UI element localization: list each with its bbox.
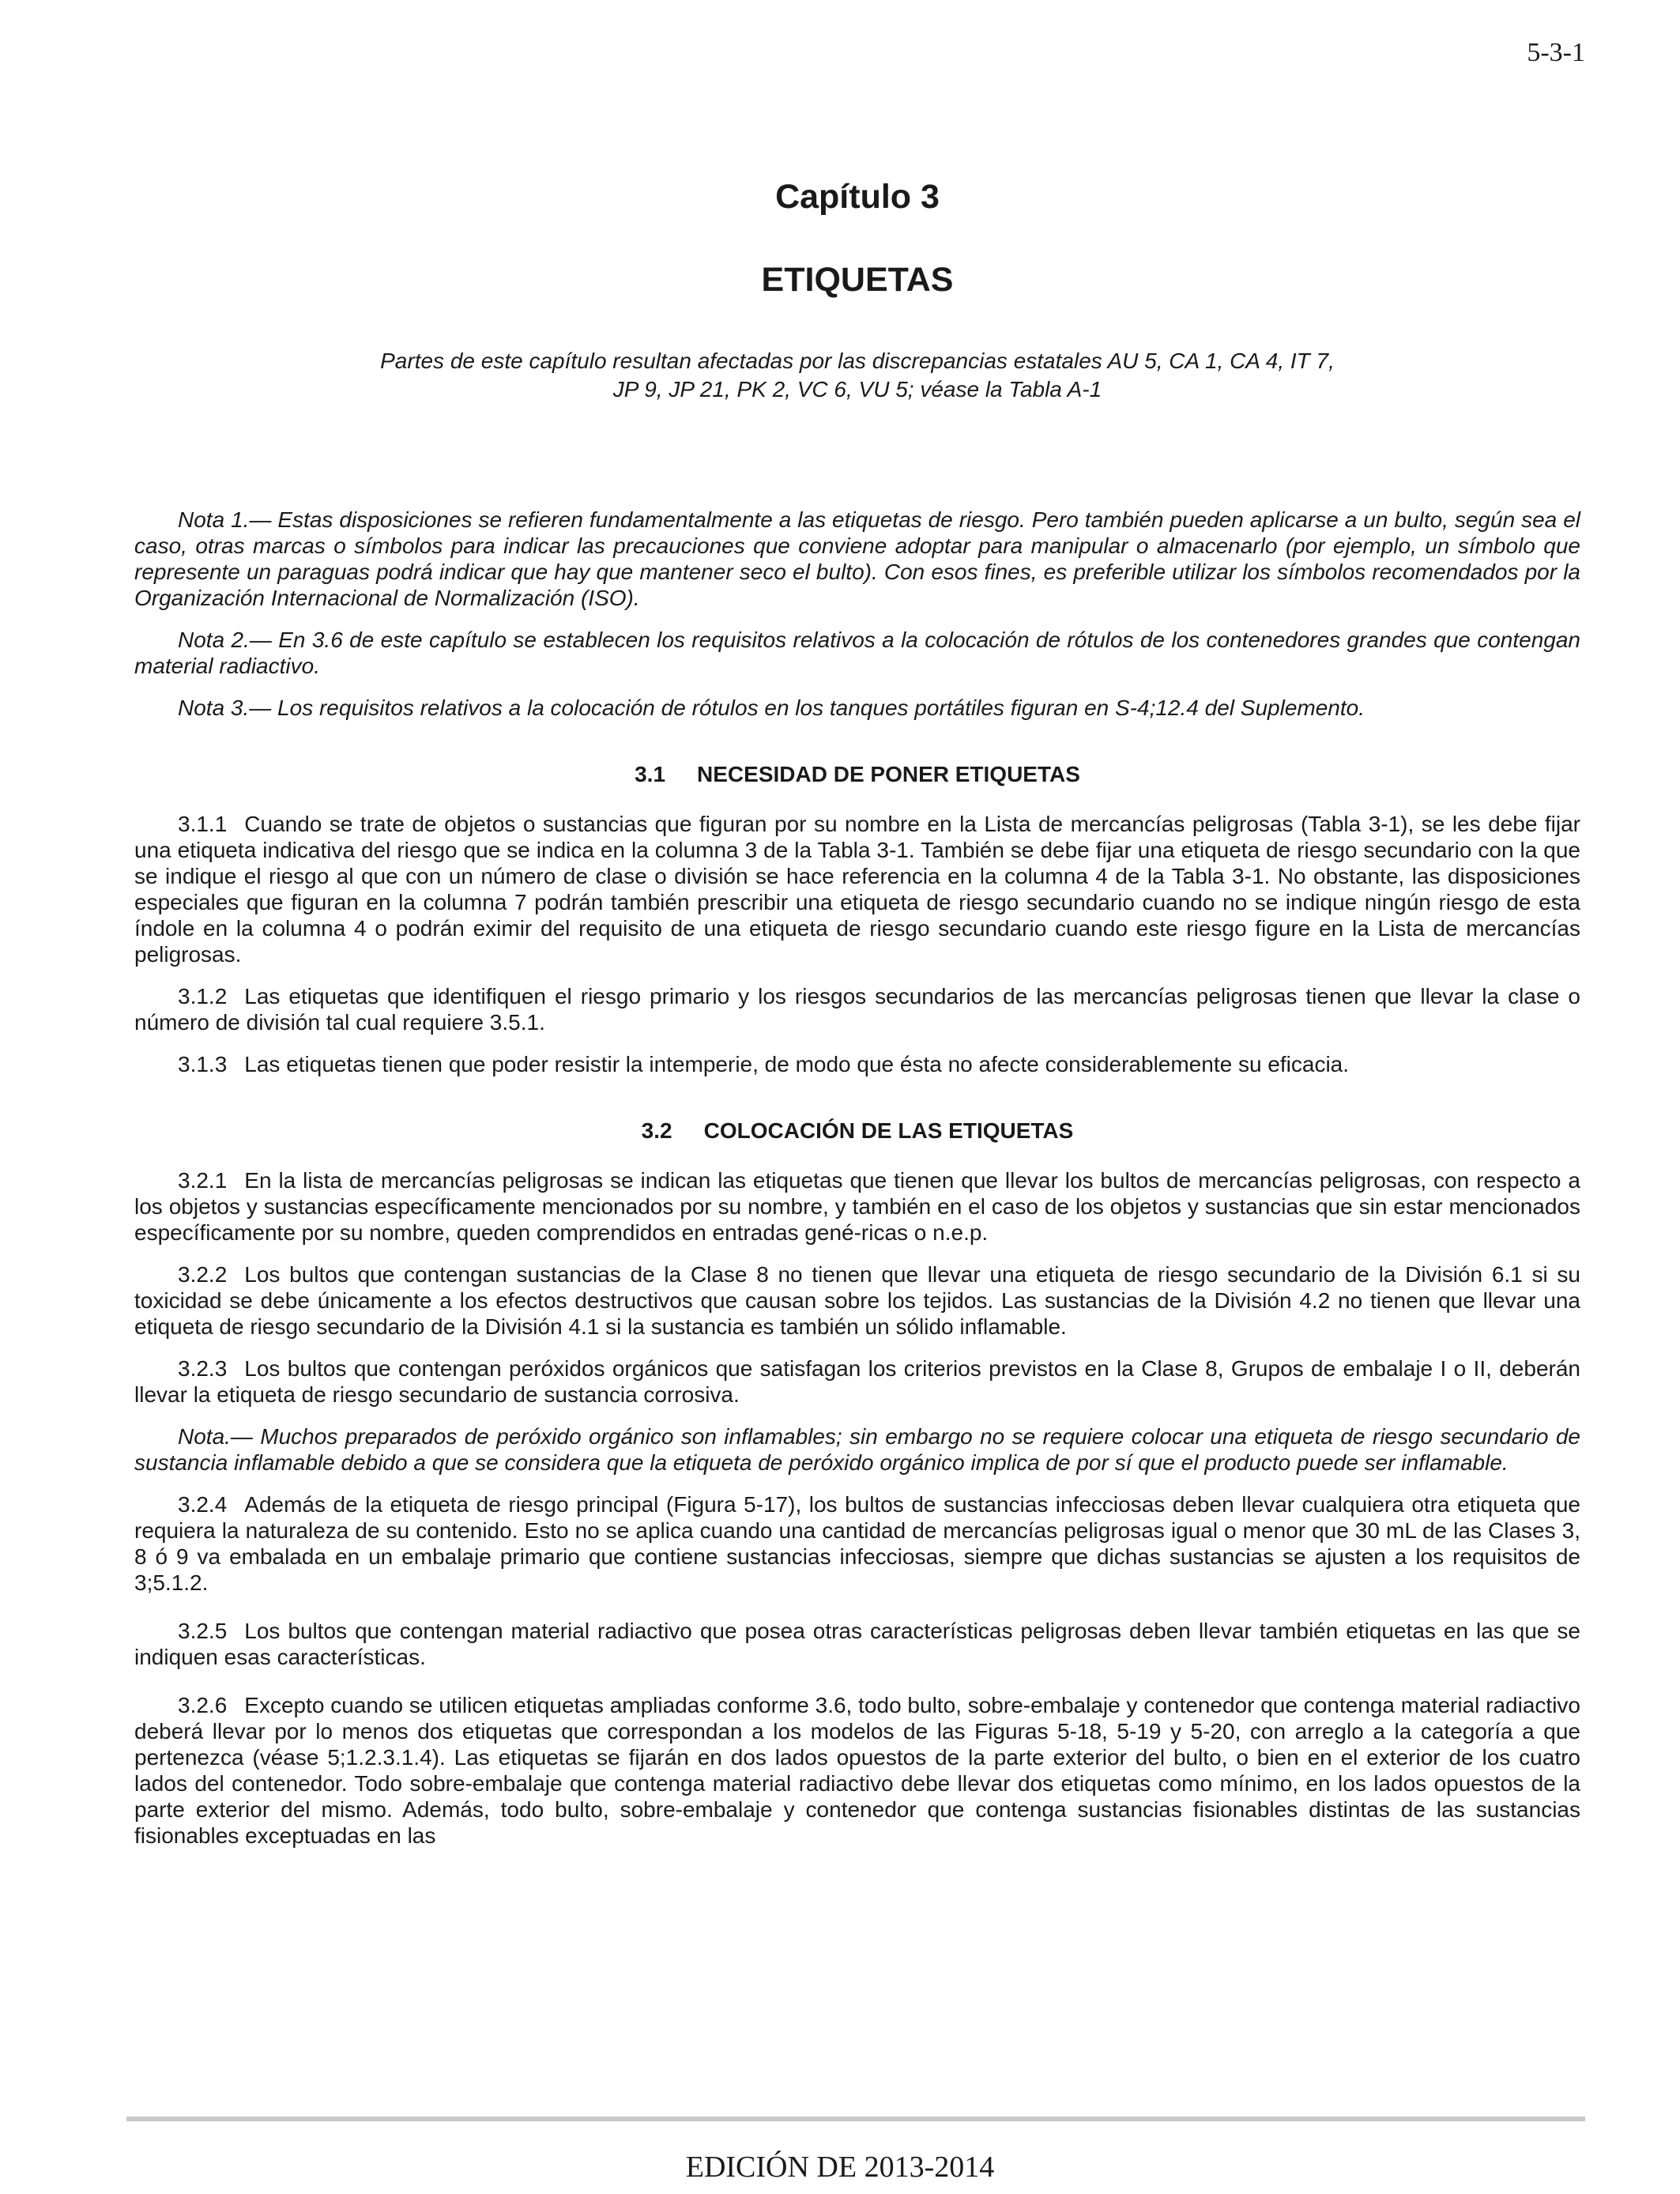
footer-rule: [126, 2117, 1585, 2121]
paragraph-text: Las etiquetas que identifiquen el riesgo primario y los riesgos secundarios de las mercancías peligrosas tienen que llevar la clase o número de división tal cual requiere 3.5.1.: [134, 984, 1580, 1035]
paragraph-3-2-3: [134, 1355, 1580, 1408]
paragraph-number: 3.2.5: [178, 1619, 228, 1643]
note-2: Nota 2.— En 3.6 de este capítulo se establecen los requisitos relativos a la colocación de rótulos de los contenedores grandes que contengan material radiactivo.: [134, 628, 1580, 678]
chapter-subtitle: ETIQUETAS: [761, 261, 954, 299]
paragraph-text: Excepto cuando se utilicen etiquetas ampliadas conforme 3.6, todo bulto, sobre-embalaje y contenedor que contenga material radiactivo deberá llevar por lo menos dos etiquetas que correspondan a los modelos de las Figuras 5-18, 5-19 y 5-20, con arreglo a la categoría a que pertenezca (véase 5;1.2.3.1.4). Las etiquetas se fijarán en dos lados opuestos de la parte exterior del bulto, o bien en el exterior de los cuatro lados del contenedor. Todo sobre-embalaje que contenga material radiactivo debe llevar dos etiquetas como mínimo, en los lados opuestos de la parte exterior del mismo. Además, todo bulto, sobre-embalaje y contenedor que contenga sustancias fisionables distintas de las sustancias fisionables exceptuadas en las: [134, 1693, 1580, 1848]
paragraph-text: Los bultos que contengan material radiactivo que posea otras características peligrosas deben llevar también etiquetas en las que se indiquen esas características.: [134, 1619, 1580, 1669]
paragraph-3-2-1: [134, 1167, 1580, 1246]
section-heading-3-2: [134, 1118, 1580, 1144]
section-number: 3.2: [641, 1118, 672, 1143]
discrepancies-line: JP 9, JP 21, PK 2, VC 6, VU 5; véase la Tabla A-1: [612, 377, 1102, 401]
discrepancies-notice: [134, 347, 1580, 404]
paragraph-text: Además de la etiqueta de riesgo principal (Figura 5-17), los bultos de sustancias infecciosas deben llevar cualquiera otra etiqueta que requiera la naturaleza de su contenido. Esto no se aplica cuando una cantidad de mercancías peligrosas igual o menor que 30 mL de las Clases 3, 8 ó 9 va embalada en un embalaje primario que contiene sustancias infecciosas, siempre que dichas sustancias se ajusten a los requisitos de 3;5.1.2.: [134, 1492, 1580, 1595]
footer-edition: EDICIÓN DE 2013-2014: [685, 2151, 995, 2184]
section-title: NECESIDAD DE PONER ETIQUETAS: [697, 762, 1080, 786]
paragraph-text: En la lista de mercancías peligrosas se indican las etiquetas que tienen que llevar los bultos de mercancías peligrosas, con respecto a los objetos y sustancias específicamente mencionados por su nombre, y también en el caso de los objetos y sustancias que sin estar mencionados específicamente por su nombre, queden comprendidos en entradas gené-ricas o n.e.p.: [134, 1168, 1580, 1245]
paragraph-number: 3.2.4: [178, 1492, 228, 1517]
paragraph-text: Los bultos que contengan peróxidos orgánicos que satisfagan los criterios previstos en la Clase 8, Grupos de embalaje I o II, deberán llevar la etiqueta de riesgo secundario de sustancia corrosiva.: [134, 1356, 1580, 1407]
page-content: [134, 166, 1580, 1864]
page-number: 5-3-1: [1527, 38, 1585, 67]
paragraph-3-2-5: [134, 1618, 1580, 1670]
paragraph-3-1-3: [134, 1051, 1580, 1077]
paragraph-3-2-6: [134, 1692, 1580, 1849]
paragraph-text: Cuando se trate de objetos o sustancias que figuran por su nombre en la Lista de mercancías peligrosas (Tabla 3-1), se les debe fijar una etiqueta indicativa del riesgo que se indica en la columna 3 de la Tabla 3-1. También se debe fijar una etiqueta de riesgo secundario con la que se indique el riesgo al que con un número de clase o división se hace referencia en la columna 4 de la Tabla 3-1. No obstante, las disposiciones especiales que figuran en la columna 7 podrán también prescribir una etiqueta de riesgo secundario cuando no se indique ningún riesgo de esta índole en la columna 4 o podrán eximir del requisito de una etiqueta de riesgo secundario cuando este riesgo figure en la Lista de mercancías peligrosas.: [134, 812, 1580, 967]
paragraph-number: 3.2.3: [178, 1356, 228, 1381]
paragraph-3-2-2: [134, 1261, 1580, 1340]
discrepancies-line: Partes de este capítulo resultan afectadas por las discrepancias estatales AU 5, CA 1, CA 4, IT 7,: [380, 349, 1335, 373]
note-1: Nota 1.— Estas disposiciones se refieren fundamentalmente a las etiquetas de riesgo. Pero también pueden aplicarse a un bulto, según sea el caso, otras marcas o símbolos para indicar las precauciones que conviene adoptar para manipular o almacenarlo (por ejemplo, un símbolo que represente un paraguas podrá indicar que hay que mantener seco el bulto). Con esos fines, es preferible utilizar los símbolos recomendados por la Organización Internacional de Normalización (ISO).: [134, 507, 1580, 610]
section-heading-3-1: [134, 762, 1580, 787]
note-3: Nota 3.— Los requisitos relativos a la colocación de rótulos en los tanques portátiles figuran en S-4;12.4 del Suplemento.: [178, 696, 1365, 720]
paragraph-number: 3.1.2: [178, 984, 228, 1008]
paragraph-number: 3.2.6: [178, 1693, 228, 1717]
section-title: COLOCACIÓN DE LAS ETIQUETAS: [703, 1118, 1074, 1143]
chapter-title: Capítulo 3: [775, 178, 940, 216]
paragraph-number: 3.2.1: [178, 1168, 228, 1193]
section-number: 3.1: [635, 762, 666, 786]
note-peroxide: Nota.— Muchos preparados de peróxido orgánico son inflamables; sin embargo no se requiere colocar una etiqueta de riesgo secundario de sustancia inflamable debido a que se considera que la etiqueta de peróxido orgánico implica de por sí que el producto puede ser inflamable.: [134, 1424, 1580, 1475]
paragraph-number: 3.1.3: [178, 1052, 228, 1076]
paragraph-3-2-4: [134, 1491, 1580, 1596]
paragraph-text: Las etiquetas tienen que poder resistir la intemperie, de modo que ésta no afecte considerablemente su eficacia.: [244, 1052, 1350, 1076]
paragraph-number: 3.1.1: [178, 812, 228, 836]
paragraph-text: Los bultos que contengan sustancias de la Clase 8 no tienen que llevar una etiqueta de riesgo secundario de la División 6.1 si su toxicidad se debe únicamente a los efectos destructivos que causan sobre los tejidos. Las sustancias de la División 4.2 no tienen que llevar una etiqueta de riesgo secundario de la División 4.1 si la sustancia es también un sólido inflamable.: [134, 1262, 1580, 1339]
paragraph-number: 3.2.2: [178, 1262, 228, 1287]
paragraph-3-1-2: [134, 983, 1580, 1035]
paragraph-3-1-1: [134, 811, 1580, 967]
